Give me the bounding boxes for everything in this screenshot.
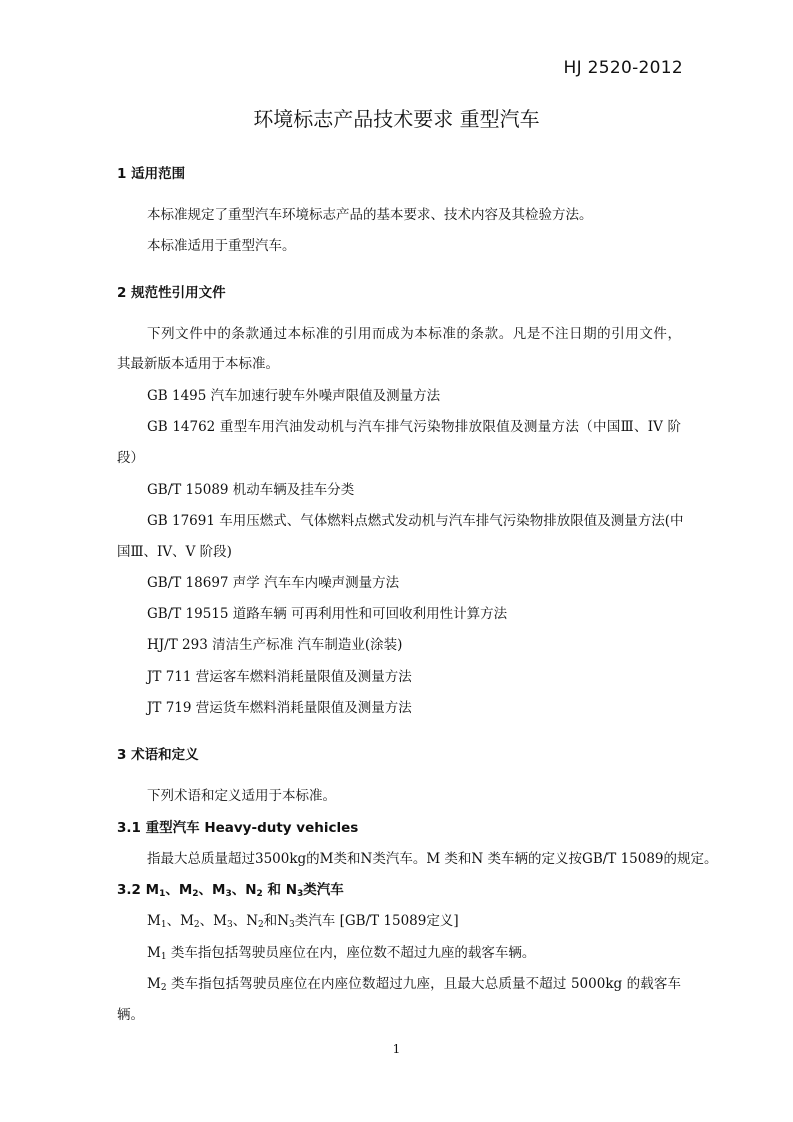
reference-item: GB/T 19515 道路车辆 可再利用性和可回收利用性计算方法 (147, 606, 508, 622)
reference-item: GB 1495 汽车加速行驶车外噪声限值及测量方法 (147, 388, 441, 404)
reference-item-continuation: 国Ⅲ、IV、V 阶段) (117, 544, 232, 560)
page-number: 1 (392, 1042, 401, 1056)
section-1-heading: 1 适用范围 (117, 166, 186, 182)
m1-definition: $M_1$ 类车指包括驾驶员座位在内，座位数不超过九座的载客车辆。 (147, 945, 536, 962)
reference-item: HJ/T 293 清洁生产标准 汽车制造业(涂装) (147, 637, 403, 653)
m2-definition: $M_2$ 类车指包括驾驶员座位在内座位数超过九座，且最大总质量不超过 5000kg 的载客车 (147, 976, 681, 993)
term-3-1-heading: 3.1 重型汽车 Heavy-duty vehicles (117, 820, 359, 836)
section-3-heading: 3 术语和定义 (117, 747, 199, 763)
section-2-heading: 2 规范性引用文件 (117, 285, 226, 301)
term-3-1-definition: 指最大总质量超过3500kg的M类和N类汽车。M 类和N 类车辆的定义按GB/T 15089的规定。 (147, 851, 718, 867)
document-title: 环境标志产品技术要求 重型汽车 (253, 107, 540, 131)
reference-item: JT 711 营运客车燃料消耗量限值及测量方法 (147, 669, 412, 685)
m2-definition-continuation: 辆。 (117, 1007, 144, 1023)
paragraph: 本标准适用于重型汽车。 (147, 238, 296, 254)
reference-item: GB/T 15089 机动车辆及挂车分类 (147, 482, 355, 498)
reference-item: GB/T 18697 声学 汽车车内噪声测量方法 (147, 575, 400, 591)
reference-item-continuation: 段） (117, 450, 144, 466)
term-3-2-heading: 3.2 $M_1$、$M_2$、$M_3$、$N_2$ 和 $N_3$类汽车 (117, 882, 344, 899)
paragraph-continuation: 其最新版本适用于本标准。 (117, 356, 279, 372)
paragraph: 本标准规定了重型汽车环境标志产品的基本要求、技术内容及其检验方法。 (147, 207, 593, 223)
reference-item: JT 719 营运货车燃料消耗量限值及测量方法 (147, 700, 412, 716)
term-3-2-definition: $M_1$、$M_2$、$M_3$、$N_2$和$N_3$类汽车 [GB/T 15089定义] (147, 913, 459, 930)
reference-item: GB 14762 重型车用汽油发动机与汽车排气污染物排放限值及测量方法（中国Ⅲ、IV 阶 (147, 419, 681, 435)
paragraph: 下列文件中的条款通过本标准的引用而成为本标准的条款。凡是不注日期的引用文件， (147, 326, 681, 342)
standard-number: HJ 2520-2012 (563, 58, 683, 78)
paragraph: 下列术语和定义适用于本标准。 (147, 788, 336, 804)
reference-item: GB 17691 车用压燃式、气体燃料点燃式发动机与汽车排气污染物排放限值及测量方法(中 (147, 513, 684, 529)
